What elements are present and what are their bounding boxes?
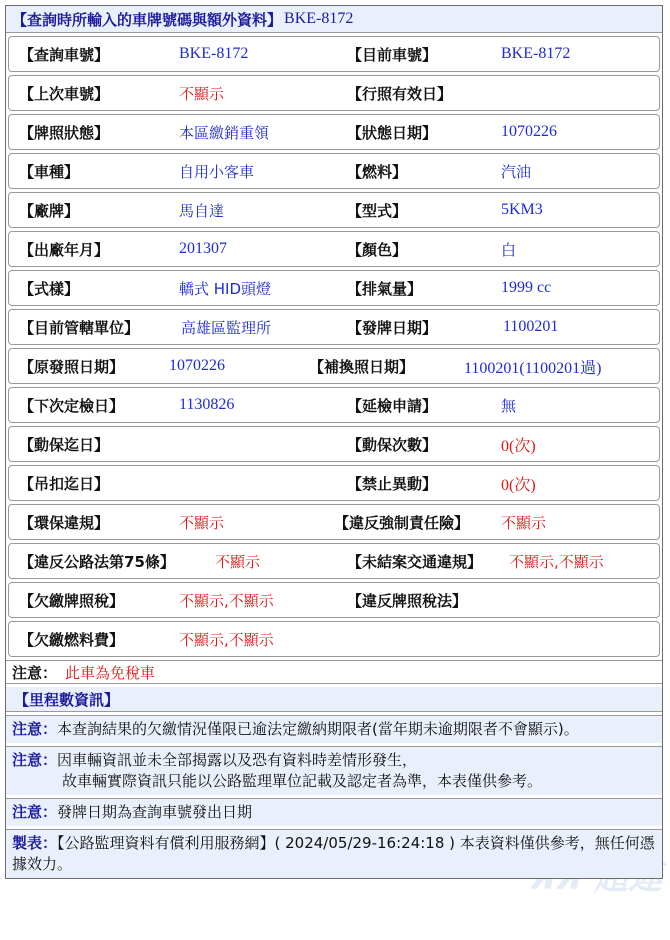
field-value: 馬自達: [179, 201, 225, 220]
field-label: 【出廠年月】: [19, 240, 110, 259]
notice-block: [6, 746, 662, 795]
field-label: 【發牌日期】: [347, 318, 438, 337]
notice-key: 製表：: [12, 834, 58, 852]
field-value: 1070226: [169, 357, 225, 374]
notice-block: [6, 715, 662, 743]
info-row: [8, 75, 660, 111]
field-value: 本區繳銷重領: [179, 123, 270, 142]
tax-note: [6, 660, 662, 684]
field-label: 【欠繳燃料費】: [19, 630, 125, 649]
field-value: 1999 cc: [501, 279, 552, 296]
field-value: 0(次): [501, 437, 536, 455]
field-label: 【違反公路法第75條】: [19, 552, 175, 571]
info-row: [8, 621, 660, 657]
field-value: 1130826: [179, 396, 235, 413]
field-label: 【上次車號】: [19, 84, 110, 103]
field-label: 【動保次數】: [347, 435, 438, 454]
notice-text: 【公路監理資料有償利用服務網】( 2024/05/29-16:24:18 ) 本表資料僅供參考，無任何憑據效力。: [12, 834, 655, 873]
field-label: 【吊扣迄日】: [19, 474, 110, 493]
info-row: [8, 348, 660, 384]
notice-key: 注意：: [12, 803, 58, 821]
notice-text: 因車輛資訊並未全部揭露以及恐有資料時差情形發生，: [57, 751, 418, 769]
field-value: 不顯示,不顯示: [179, 630, 274, 649]
info-row: [8, 153, 660, 189]
info-row: [8, 192, 660, 228]
info-row: [8, 309, 660, 345]
field-value: BKE-8172: [179, 45, 249, 62]
tax-note-text: 此車為免稅車: [65, 663, 156, 682]
field-value: 白: [501, 240, 517, 259]
field-label: 【車種】: [19, 162, 80, 181]
field-value: 1100201(1100201過): [464, 359, 602, 377]
field-label: 【排氣量】: [347, 279, 423, 298]
notice-text: 故車輛實際資訊只能以公路監理單位記載及認定者為準，本表僅供參考。: [62, 772, 543, 790]
field-label: 【延檢申請】: [347, 396, 438, 415]
field-value: 1070226: [501, 123, 557, 140]
notices: [6, 715, 662, 878]
field-label: 【違反牌照稅法】: [347, 591, 468, 610]
report-header: [6, 6, 662, 33]
field-label: 【禁止異動】: [347, 474, 438, 493]
info-row: [8, 270, 660, 306]
field-label: 【原發照日期】: [19, 357, 125, 376]
vehicle-report: [5, 5, 663, 879]
field-label: 【廠牌】: [19, 201, 80, 220]
field-value: 高雄區監理所: [181, 318, 272, 337]
field-value: 1100201: [503, 318, 559, 335]
field-label: 【欠繳牌照稅】: [19, 591, 125, 610]
info-row: [8, 387, 660, 423]
field-label: 【顏色】: [347, 240, 408, 259]
notice-block: [6, 798, 662, 826]
field-value: BKE-8172: [501, 45, 571, 62]
field-value: 5KM3: [501, 201, 543, 218]
field-value: 201307: [179, 240, 227, 257]
field-label: 【環保違規】: [19, 513, 110, 532]
field-label: 【違反強制責任險】: [334, 513, 470, 532]
notice-text: 本查詢結果的欠繳情況僅限已逾法定繳納期限者(當年期未逾期限者不會顯示)。: [57, 720, 579, 738]
field-value: 不顯示,不顯示: [179, 591, 274, 610]
field-label: 【查詢車號】: [19, 45, 110, 64]
info-row: [8, 543, 660, 579]
report-title: 【查詢時所輸入的車牌號碼與額外資料】: [12, 10, 283, 29]
field-label: 【補換照日期】: [309, 357, 415, 376]
field-value: 無: [501, 396, 517, 415]
notice-key: 注意：: [12, 751, 58, 769]
info-row: [8, 465, 660, 501]
field-label: 【式樣】: [19, 279, 80, 298]
field-value: 自用小客車: [179, 162, 255, 181]
field-value: 不顯示: [215, 552, 261, 571]
footer-note: [6, 829, 662, 878]
info-row: [8, 36, 660, 72]
info-row: [8, 426, 660, 462]
notice-key: 注意：: [12, 720, 58, 738]
field-label: 【動保迄日】: [19, 435, 110, 454]
field-value: 不顯示: [179, 84, 225, 103]
info-rows: [6, 36, 662, 657]
field-value: 不顯示: [501, 513, 547, 532]
field-label: 【牌照狀態】: [19, 123, 110, 142]
field-label: 【燃料】: [347, 162, 408, 181]
info-row: [8, 504, 660, 540]
tax-note-key: 注意：: [12, 663, 58, 682]
report-plate: BKE-8172: [284, 10, 354, 27]
field-value: 汽油: [501, 162, 532, 181]
field-label: 【下次定檢日】: [19, 396, 125, 415]
field-label: 【狀態日期】: [347, 123, 438, 142]
field-label: 【目前管轄單位】: [19, 318, 140, 337]
field-label: 【行照有效日】: [347, 84, 453, 103]
field-value: 不顯示,不顯示: [509, 552, 604, 571]
field-value: 0(次): [501, 476, 536, 494]
mileage-title: 【里程數資訊】: [6, 687, 662, 712]
info-row: [8, 582, 660, 618]
info-row: [8, 114, 660, 150]
field-label: 【型式】: [347, 201, 408, 220]
info-row: [8, 231, 660, 267]
notice-text: 發牌日期為查詢車號發出日期: [57, 803, 253, 821]
field-value: 不顯示: [179, 513, 225, 532]
field-label: 【目前車號】: [347, 45, 438, 64]
field-label: 【未結案交通違規】: [347, 552, 483, 571]
field-value: 轎式 HID頭燈: [179, 279, 272, 298]
